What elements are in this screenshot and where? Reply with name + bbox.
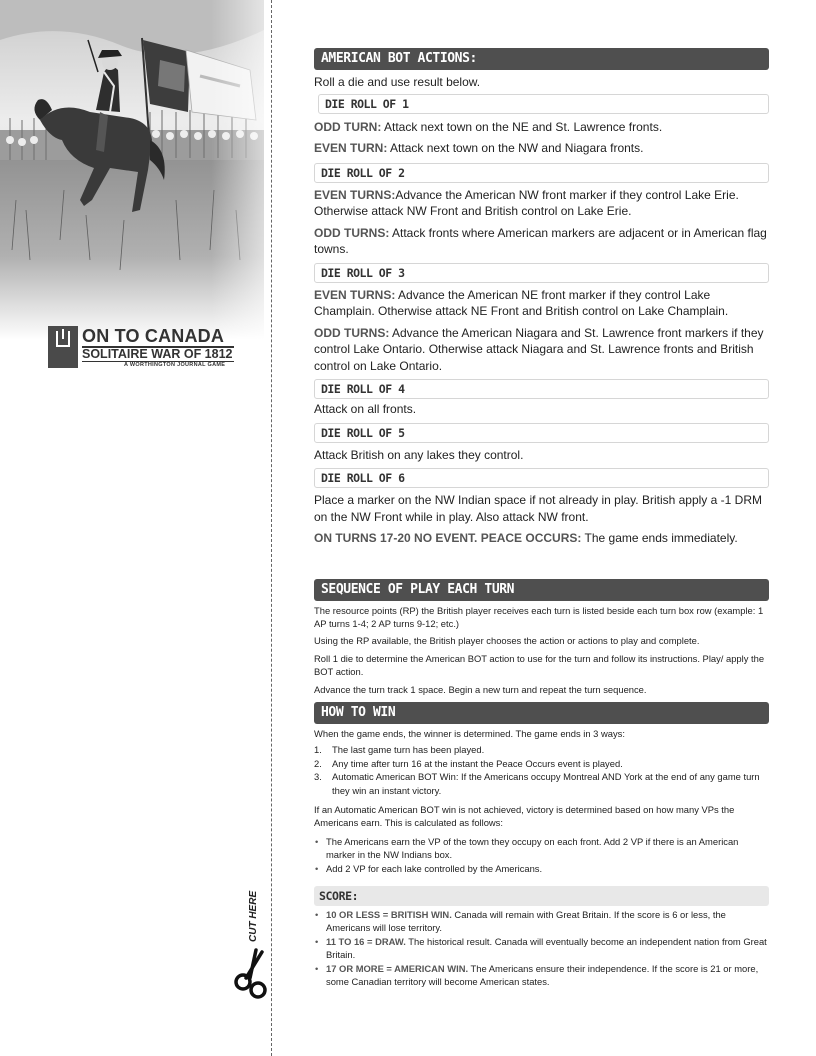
- list-item: • 11 TO 16 = DRAW. The historical result. Canada will eventually become an independent nation from Great Britain.: [314, 935, 769, 962]
- die-roll-6-text: Place a marker on the NW Indian space if not already in play. British apply a -1 DRM on the NW Front while in play. Also attack NW front.: [314, 493, 762, 524]
- die-roll-3-odd: ODD TURNS: Advance the American Niagara and St. Lawrence front markers if they control Lake Ontario. Otherwise attack Niagara and St. Lawrence fronts and British control on Lake Ontario.: [314, 325, 764, 373]
- die-roll-2-odd: ODD TURNS: Attack fronts where American markers are adjacent or in American flag towns.: [314, 225, 767, 256]
- die-roll-4-text: Attack on all fronts.: [314, 402, 417, 416]
- die-roll-1-label: DIE ROLL OF 1: [318, 94, 769, 114]
- cover-illustration: [0, 0, 264, 340]
- list-item: 2. Any time after turn 16 at the instant the Peace Occurs event is played.: [314, 757, 623, 769]
- logo-tagline: A WORTHINGTON JOURNAL GAME: [124, 362, 226, 368]
- sequence-para-4: Advance the turn track 1 space. Begin a new turn and repeat the turn sequence.: [314, 683, 647, 695]
- score-list: [314, 908, 769, 988]
- list-item: • Add 2 VP for each lake controlled by the Americans.: [314, 862, 769, 875]
- vp-rules-list: [314, 835, 769, 875]
- how-to-win-header: HOW TO WIN: [314, 702, 769, 724]
- die-roll-1-even: EVEN TURN: Attack next town on the NW and Niagara fronts.: [314, 141, 644, 155]
- cut-line: [271, 0, 272, 1056]
- vp-intro: If an Automatic American BOT win is not achieved, victory is determined based on how many VPs the Americans earn. This is calculated as follows:: [314, 803, 735, 829]
- bot-intro: Roll a die and use result below.: [314, 75, 481, 89]
- peace-occurs-rule: ON TURNS 17-20 NO EVENT. PEACE OCCURS: The game ends immediately.: [314, 531, 738, 545]
- die-roll-2-even: EVEN TURNS:Advance the American NW front marker if they control Lake Erie. Otherwise attack NW Front and British control on Lake Erie.: [314, 187, 739, 218]
- die-roll-4-label: DIE ROLL OF 4: [314, 379, 769, 399]
- list-item: 1. The last game turn has been played.: [314, 744, 485, 756]
- sequence-para-2: Using the RP available, the British player chooses the action or actions to play and complete.: [314, 635, 700, 647]
- die-roll-5-text: Attack British on any lakes they control.: [314, 447, 524, 462]
- end-conditions-list: [314, 743, 769, 797]
- die-roll-3-even: EVEN TURNS: Advance the American NE front marker if they control Lake Champlain. Otherwise attack NE Front and British control on Lake Champlain.: [314, 287, 729, 318]
- game-logo: [48, 326, 238, 370]
- die-roll-1-odd: ODD TURN: Attack next town on the NE and St. Lawrence fronts.: [314, 119, 663, 134]
- list-item: • The Americans earn the VP of the town they occupy on each front. Add 2 VP if there is an American marker in the NW Indians box.: [314, 835, 769, 862]
- list-item: 3. Automatic American BOT Win: If the Americans occupy Montreal AND York at the end of any game turn they win an instant victory.: [314, 771, 760, 796]
- list-item: • 17 OR MORE = AMERICAN WIN. The Americans ensure their independence. If the score is 21 or more, some Canadian territory will become American states.: [314, 962, 769, 989]
- win-intro: When the game ends, the winner is determined. The game ends in 3 ways:: [314, 727, 625, 739]
- score-header: SCORE:: [314, 886, 769, 906]
- cut-here-label: CUT HERE: [248, 890, 259, 942]
- die-roll-6-label: DIE ROLL OF 6: [314, 468, 769, 488]
- die-roll-5-label: DIE ROLL OF 5: [314, 423, 769, 443]
- sequence-para-3: Roll 1 die to determine the American BOT action to use for the turn and follow its instructions. Play/ apply the BOT action.: [314, 652, 765, 678]
- die-roll-3-label: DIE ROLL OF 3: [314, 263, 769, 283]
- bot-actions-header: AMERICAN BOT ACTIONS:: [314, 48, 769, 70]
- logo-title: ON TO CANADA: [82, 326, 225, 346]
- sequence-header: SEQUENCE OF PLAY EACH TURN: [314, 579, 769, 601]
- scissors-icon: [232, 948, 272, 1000]
- list-item: • 10 OR LESS = BRITISH WIN. Canada will remain with Great Britain. If the score is 6 or less, the Americans will lose territory.: [314, 908, 769, 935]
- bookmark-icon: [48, 326, 78, 368]
- die-roll-2-label: DIE ROLL OF 2: [314, 163, 769, 183]
- sequence-para-1: The resource points (RP) the British player receives each turn is listed beside each turn box row (example: 1 AP turns 1-4; 2 AP turns 9-12; etc.): [314, 604, 764, 629]
- logo-subtitle: SOLITAIRE WAR OF 1812: [82, 347, 233, 361]
- rules-column: [314, 48, 769, 988]
